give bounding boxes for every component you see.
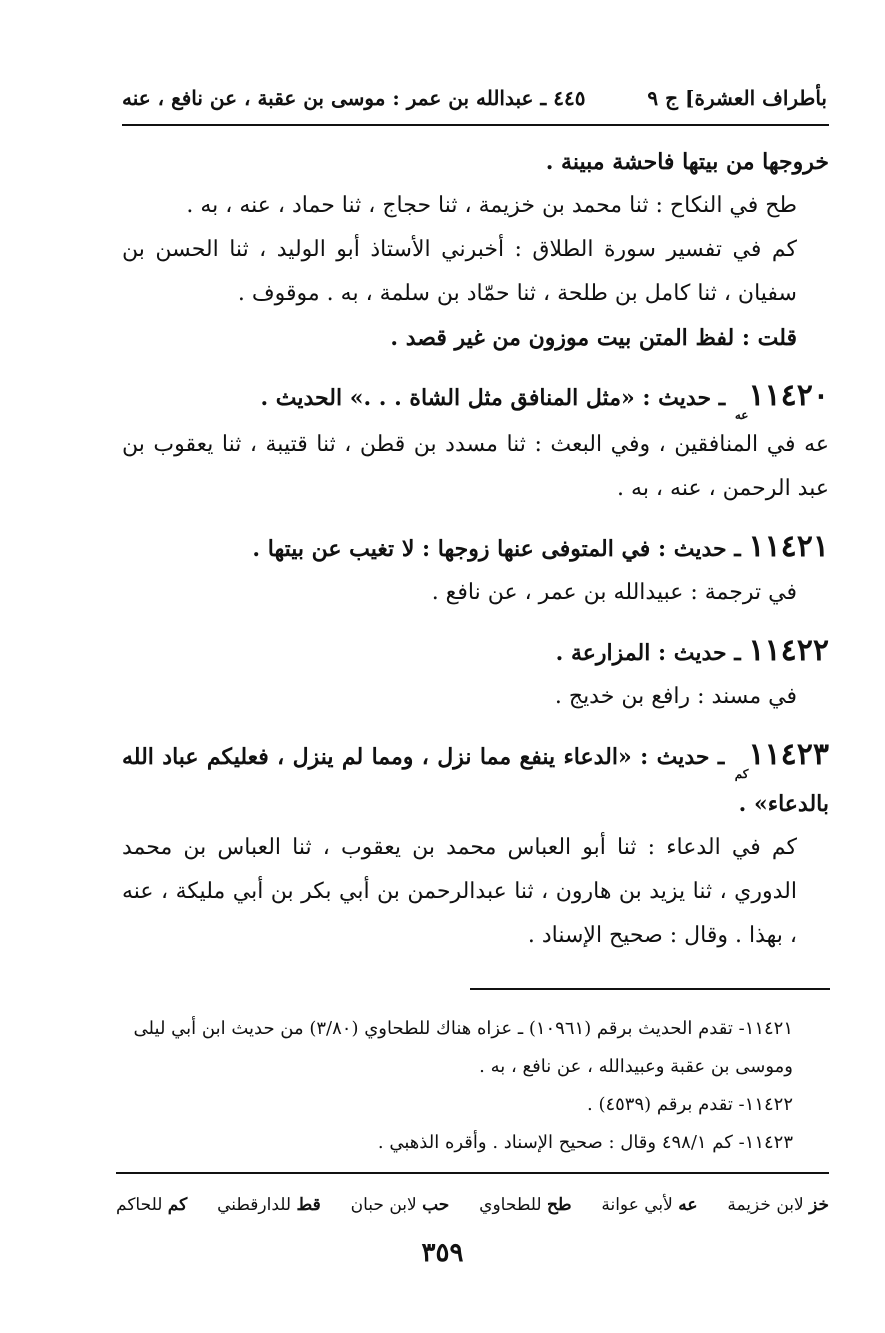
hadith-title: ـ حديث : في المتوفى عنها زوجها : لا تغيب عن بيتها . (252, 536, 741, 562)
text-line: خروجها من بيتها فاحشة مبينة . (545, 149, 829, 175)
source-siglum: عه (734, 408, 749, 422)
footnote-rule (470, 988, 830, 990)
footnote: ١١٤٢٢- تقدم برقم (٤٥٣٩) . (587, 1094, 793, 1115)
abbrev-item: حب لابن حبان (350, 1195, 450, 1215)
running-header (122, 78, 827, 118)
source-siglum: كم (734, 767, 749, 781)
header-volume: بأطراف العشرة] ج ٩ (647, 86, 827, 110)
abbrev-item: خز لابن خزيمة (727, 1195, 829, 1215)
text-line: في مسند : رافع بن خديج . (554, 684, 797, 709)
hadith-number: ١١٤٢٠ (748, 378, 829, 413)
main-text (122, 140, 829, 958)
abbreviation-key (116, 1185, 829, 1225)
abbrev-item: قط للدارقطني (217, 1195, 321, 1215)
text-line: في ترجمة : عبيدالله بن عمر ، عن نافع . (431, 580, 797, 605)
abbrev-item: طح للطحاوي (479, 1195, 572, 1215)
footnotes (122, 1010, 827, 1162)
abbrev-item: عه لأبي عوانة (601, 1195, 698, 1215)
hadith-number: ١١٤٢٢ (748, 633, 829, 668)
text-line: طح في النكاح : ثنا محمد بن خزيمة ، ثنا حجاج ، ثنا حماد ، عنه ، به . (186, 193, 797, 218)
hadith-heading (122, 733, 829, 826)
hadith-title: ـ حديث : «الدعاء ينفع مما نزل ، ومما لم ينزل ، فعليكم عباد الله بالدعاء» . (122, 744, 829, 817)
abbreviations-rule (116, 1172, 829, 1174)
header-rule (122, 124, 829, 126)
text-line: عه في المنافقين ، وفي البعث : ثنا مسدد بن قطن ، ثنا قتيبة ، ثنا يعقوب بن عبد الرحمن ، عنه ، به . (122, 432, 830, 501)
footnote: ١١٤٢١- تقدم الحديث برقم (١٠٩٦١) ـ عزاه هناك للطحاوي (٣/٨٠) من حديث ابن أبي ليلى وموسى بن عقبة وعبيدالله ، عن نافع ، به . (133, 1018, 793, 1077)
hadith-title: ـ حديث : «مثل المنافق مثل الشاة . . .» الحديث . (260, 385, 726, 411)
hadith-heading (122, 629, 829, 675)
header-chapter: ٤٤٥ ـ عبدالله بن عمر : موسى بن عقبة ، عن نافع ، عنه (122, 86, 586, 110)
page-number: ٣٥٩ (421, 1238, 464, 1268)
hadith-title: ـ حديث : المزارعة . (555, 640, 741, 666)
hadith-heading (122, 374, 829, 423)
text-line: قلت : لفظ المتن بيت موزون من غير قصد . (390, 325, 797, 351)
hadith-number: ١١٤٢١ (748, 529, 829, 564)
footnote: ١١٤٢٣- كم ٤٩٨/١ وقال : صحيح الإسناد . وأقره الذهبي . (377, 1132, 793, 1153)
abbrev-item: كم للحاكم (116, 1195, 188, 1215)
hadith-number: ١١٤٢٣ (748, 737, 829, 772)
hadith-heading (122, 525, 829, 571)
text-line: كم في الدعاء : ثنا أبو العباس محمد بن يعقوب ، ثنا العباس بن محمد الدوري ، ثنا يزيد بن هارون ، ثنا عبدالرحمن بن أبي بكر بن أبي مليكة ، عنه ، بهذا . وقال : صحيح الإسناد . (122, 835, 797, 948)
text-line: كم في تفسير سورة الطلاق : أخبرني الأستاذ أبو الوليد ، ثنا الحسن بن سفيان ، ثنا كامل بن طلحة ، ثنا حمّاد بن سلمة ، به . موقوف . (122, 237, 797, 306)
